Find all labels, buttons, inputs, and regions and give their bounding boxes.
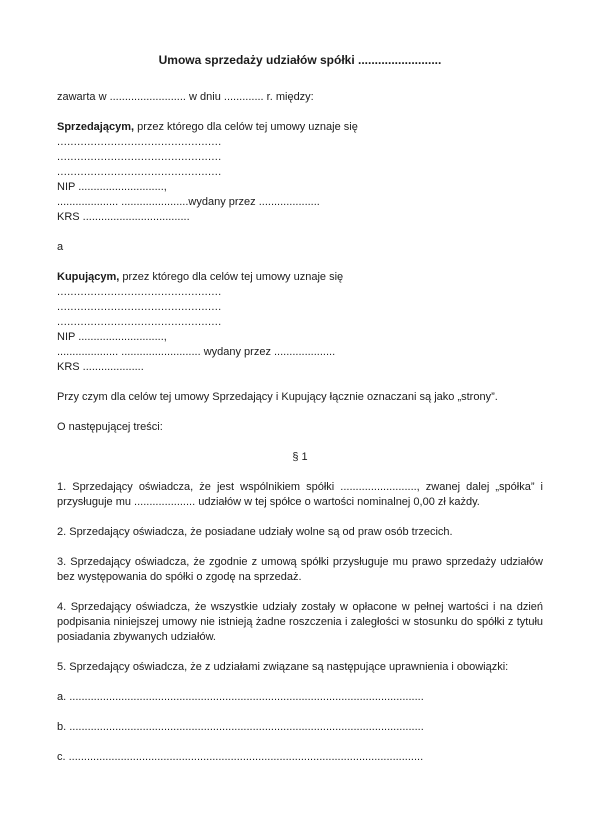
buyer-name-line-2: ................................................. (57, 301, 222, 313)
parties-note: Przy czym dla celów tej umowy Sprzedający i Kupujący łącznie oznaczani są jako „strony”. (57, 391, 498, 403)
clause-5: 5. Sprzedający oświadcza, że z udziałami związane są następujące uprawnienia i obowiązki: (57, 661, 509, 673)
conjunction-a: a (57, 241, 64, 253)
buyer-lead-text: przez którego dla celów tej umowy uznaje się (119, 271, 344, 283)
intro-line: zawarta w ......................... w dniu ............. r. między: (57, 91, 314, 103)
seller-name-line-3: ................................................. (57, 166, 222, 178)
document-title: Umowa sprzedaży udziałów spółki ......................... (158, 53, 442, 67)
seller-nip-line: NIP ............................, (57, 181, 167, 193)
buyer-section (57, 270, 543, 375)
clause-3: 3. Sprzedający oświadcza, że zgodnie z umową spółki przysługuje mu prawo sprzedaży udziałów bez występowania do spółki o zgodę na sprzedaż. (57, 556, 543, 583)
clause-2: 2. Sprzedający oświadcza, że posiadane udziały wolne są od praw osób trzecich. (57, 526, 453, 538)
list-item-a: a. .................................................................................................................... (57, 691, 424, 703)
section-1-heading: § 1 (292, 451, 308, 463)
list-item-c: c. .................................................................................................................... (57, 751, 424, 763)
buyer-id-line: .................... .......................... wydany przez .................... (57, 346, 336, 358)
seller-name-line-2: ................................................. (57, 151, 222, 163)
buyer-name-line-3: ................................................. (57, 316, 222, 328)
seller-lead (57, 120, 543, 135)
seller-id-line: .................... ......................wydany przez .................... (57, 196, 320, 208)
clause-1: 1. Sprzedający oświadcza, że jest wspólnikiem spółki ........................., zwanej dalej „spółka” i przysługuje mu .................... udziałów w tej spółce o wartości nominalnej 0,00 zł każdy. (57, 481, 543, 508)
seller-krs-line: KRS ................................... (57, 211, 190, 223)
buyer-name-line-1: ................................................. (57, 286, 222, 298)
buyer-lead (57, 270, 543, 285)
seller-section (57, 120, 543, 225)
seller-label: Sprzedającym, (57, 121, 135, 133)
seller-name-line-1: ................................................. (57, 136, 222, 148)
seller-lead-text: przez którego dla celów tej umowy uznaje się (134, 121, 358, 133)
preamble-line: O następującej treści: (57, 421, 163, 433)
buyer-label: Kupującym, (57, 271, 120, 283)
buyer-krs-line: KRS .................... (57, 361, 144, 373)
clause-4: 4. Sprzedający oświadcza, że wszystkie udziały zostały w opłacone w pełnej wartości i na dzień podpisania niniejszej umowy nie istnieją żadne roszczenia i zaległości w stosunku do spółki z tytułu posiadania zbywanych udziałów. (57, 601, 543, 643)
buyer-nip-line: NIP ............................, (57, 331, 167, 343)
list-item-b: b. .................................................................................................................... (57, 721, 424, 733)
